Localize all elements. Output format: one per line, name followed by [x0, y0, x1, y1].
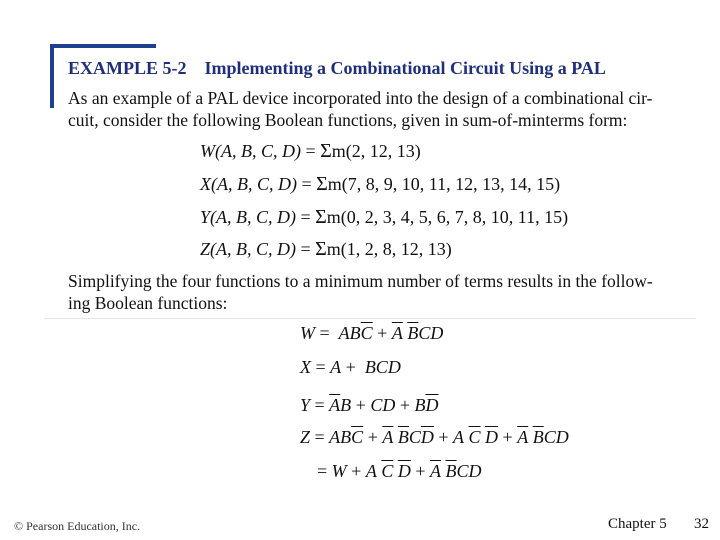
sigma-symbol: Σ [315, 238, 327, 260]
equals-sign: = [300, 239, 311, 259]
intro-line-1: As an example of a PAL device incorporated into the design of a combinational cir- [68, 88, 653, 108]
chapter-label: Chapter 5 [608, 516, 667, 532]
equals-sign: = [300, 207, 311, 227]
simplified-z-alt: = W + A $\overline{C}$ $\overline{D} + \overline{A}$ $\overline{B}CD$ [317, 461, 482, 481]
simplify-paragraph [68, 270, 653, 314]
example-title: Implementing a Combinational Circuit Using a PAL [204, 58, 606, 78]
function-lhs: X(A, B, C, D) [200, 174, 297, 194]
sigma-symbol: Σ [315, 206, 327, 228]
copyright-notice: © Pearson Education, Inc. [14, 519, 141, 533]
simplified-y: $Y = \overline{A}B$ + CD + $B\overline{D}$ [300, 395, 439, 415]
sigma-symbol: Σ [316, 173, 328, 195]
function-lhs: W(A, B, C, D) [200, 141, 301, 161]
page-number: 32 [694, 516, 709, 532]
function-rhs: m(0, 2, 3, 4, 5, 6, 7, 8, 10, 11, 15) [326, 207, 569, 227]
simplified-x: X = A + BCD [300, 357, 401, 377]
simplify-line-1: Simplifying the four functions to a minimum number of terms results in the follow- [68, 271, 653, 291]
function-lhs: Z(A, B, C, D) [200, 239, 296, 259]
example-bracket-top [50, 44, 156, 48]
intro-line-2: cuit, consider the following Boolean functions, given in sum-of-minterms form: [68, 110, 628, 130]
equals-sign: = [301, 174, 312, 194]
example-heading [68, 58, 606, 79]
simplified-z: $Z = AB\overline{C} + \overline{A}$ $\overline{B}C\overline{D} + A$ $\overline{C}$ $\overline{D} + \overline{A}$ $\overline{B}CD$ [300, 427, 569, 447]
function-z [200, 238, 452, 261]
function-x [200, 173, 560, 196]
simplify-line-2: ing Boolean functions: [68, 293, 228, 313]
simplified-w: $W = AB\overline{C} + \overline{A}$ $\overline{B}CD$ [300, 323, 444, 343]
equals-sign: = [305, 141, 316, 161]
function-rhs: m(7, 8, 9, 10, 11, 12, 13, 14, 15) [327, 174, 561, 194]
function-rhs: m(1, 2, 8, 12, 13) [326, 239, 452, 259]
example-bracket-left [50, 44, 54, 108]
function-lhs: Y(A, B, C, D) [200, 207, 296, 227]
function-rhs: m(2, 12, 13) [331, 141, 421, 161]
sigma-symbol: Σ [320, 140, 332, 162]
scan-rule [44, 318, 696, 319]
intro-paragraph [68, 87, 652, 131]
function-w [200, 140, 421, 163]
example-number: EXAMPLE 5-2 [68, 58, 187, 78]
function-y [200, 206, 568, 229]
